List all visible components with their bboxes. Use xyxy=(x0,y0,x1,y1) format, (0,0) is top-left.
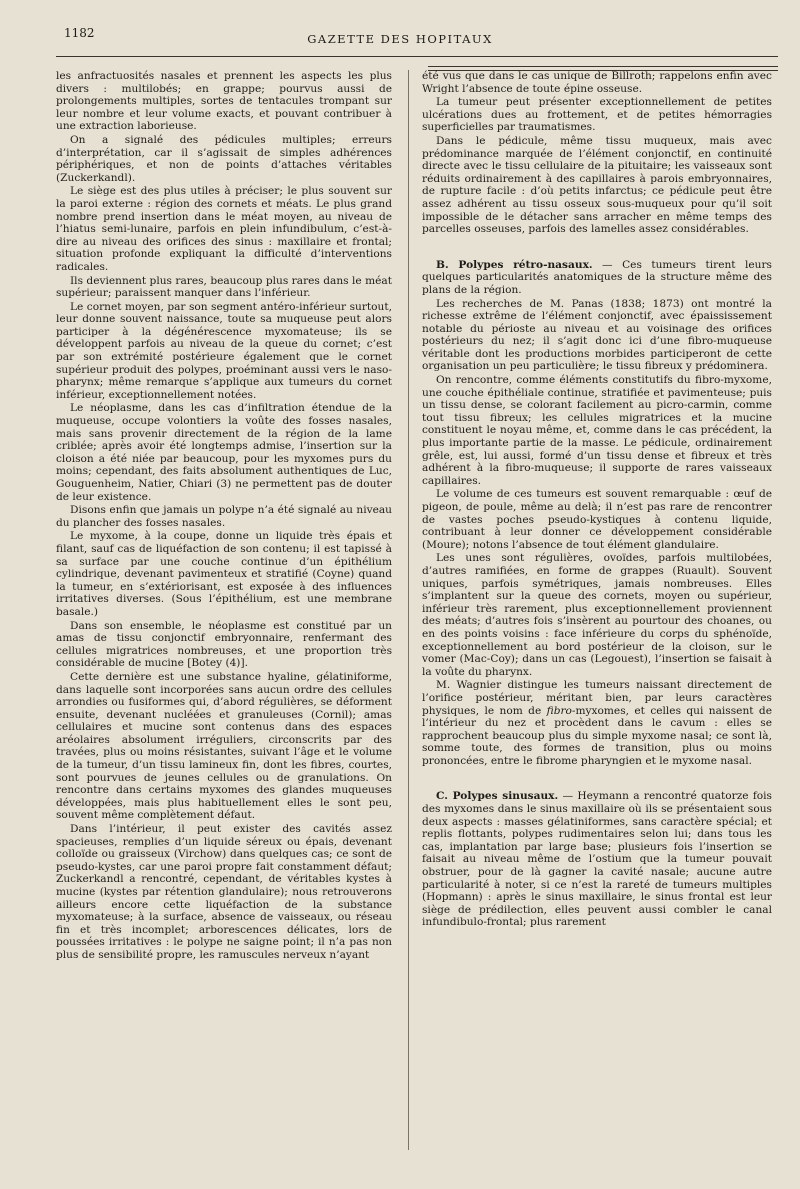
paragraph: Le cornet moyen, par son segment antéro-inférieur surtout, leur donne souvent naissance, toute sa muqueuse peut alors participer à la dégénérescence myxomateuse; ils se développent parfois au niveau de la queue du cornet; c’est par son extrémité postérieure également que le cornet supérieur produit des polypes, proéminant aussi vers le naso-pharynx; même remarque s’applique aux tumeurs du cornet inférieur, exceptionnellement notées. xyxy=(56,300,392,401)
paragraph: Le myxome, à la coupe, donne un liquide très épais et filant, sauf cas de liquéfaction de son contenu; il est tapissé à sa surface par une couche continue d’un épithélium cylindrique, devenant pavimenteux et stratifié (Coyne) quand la tumeur, en s’extériorisant, est exposée à des influences irritatives diverses. (Sous l’épithélium, est une membrane basale.) xyxy=(56,530,392,618)
paragraph: Les unes sont régulières, ovoïdes, parfois multilobées, d’autres ramifiées, en forme de grappes (Ruault). Souvent uniques, parfois symétriques, jamais nombreuses. Elles s’implantent sur la queue des cornets, moyen ou supérieur, inférieur très rarement, plus exceptionnellement proviennent des méats; d’autres fois s’insèrent au pourtour des choanes, ou en des points voisins : face inférieure du corps du sphénoïde, exceptionnellement au bord postérieur de la cloison, sur le vomer (Mac-Coy); dans un cas (Legouest), l’insertion se faisait à la voûte du pharynx. xyxy=(422,552,772,678)
section-gap xyxy=(422,768,772,790)
paragraph: On a signalé des pédicules multiples; erreurs d’interprétation, car il s’agissait de simples adhérences périphériques, et non de points d’attaches véritables (Zuckerkandl). xyxy=(56,133,392,184)
paragraph: Dans l’intérieur, il peut exister des cavités assez spacieuses, remplies d’un liquide séreux ou épais, devenant colloïde ou graisseux (Virchow) dans quelques cas; ce sont de pseudo-kystes, car une paroi propre fait constamment défaut; Zuckerkandl a rencontré, cependant, de véritables kystes à mucine (kystes par rétention glandulaire); nous retrouverons ailleurs encore cette liquéfaction de la substance myxomateuse; à la surface, absence de vaisseaux, ou réseau fin et très incomplet; arborescences délicates, lors de poussées irritatives : le polype ne saigne point; il n’a pas non plus de sensibilité propre, les ramuscules nerveux n’ayant xyxy=(56,823,392,961)
page-number: 1182 xyxy=(64,26,95,40)
wagnier-paragraph xyxy=(422,679,772,767)
section-b-intro: — Ces tumeurs tirent leurs quelques particularités anatomiques de la structure même des plans de la région. xyxy=(422,258,772,296)
paragraph: Disons enfin que jamais un polype n’a été signalé au niveau du plancher des fosses nasales. xyxy=(56,504,392,529)
wagnier-italic-term: fibro xyxy=(546,704,572,717)
section-c-heading: C. Polypes sinusaux. xyxy=(436,790,559,803)
paragraph: Dans son ensemble, le néoplasme est constitué par un amas de tissu conjonctif embryonnaire, renfermant des cellules migratrices nombreuses, et une proportion très considérable de mucine [Botey (4)]. xyxy=(56,619,392,670)
wagnier-text-start: M. Wagnier distingue les tumeurs naissant directement de l’orifice postérieur, méritant bien, par leurs caractères physiques, le nom de xyxy=(422,679,772,717)
paragraph: Cette dernière est une substance hyaline, gélatiniforme, dans laquelle sont incorporées sans aucun ordre des cellules arrondies ou fusiformes qui, d’abord régulières, se déforment ensuite, devenant nucléées et granuleuses (Cornil); amas cellulaires et mucine sont contenus dans des espaces aréolaires absolument irréguliers, circonscrits par des travées, plus ou moins résistantes, suivant l’âge et le volume de la tumeur, d’un tissu lamineux fin, dont les fibres, courtes, sont pourvues de jeunes cellules ou de granulations. On rencontre dans certains myxomes des glandes muqueuses développées, mais plus habituellement elles le sont peu, souvent même complètement défaut. xyxy=(56,670,392,822)
paragraph: Les recherches de M. Panas (1838; 1873) ont montré la richesse extrême de l’élément conjonctif, avec épaississement notable du périoste au niveau et au voisinage des orifices postérieurs du nez; il s’agit donc ici d’une fibro-muqueuse véritable dont les productions morbides participeront de cette organisation un peu particulière; le tissu fibreux y prédominera. xyxy=(422,297,772,373)
page-header xyxy=(0,22,800,62)
paragraph: Le néoplasme, dans les cas d’infiltration étendue de la muqueuse, occupe volontiers la voûte des fosses nasales, mais sans provenir directement de la région de la lame criblée; après avoir été longtemps admise, l’insertion sur la cloison a été niée par beaucoup, pour les myxomes purs du moins; cependant, des faits absolument authentiques de Luc, Gouguenheim, Natier, Chiari (3) ne permettent pas de douter de leur existence. xyxy=(56,402,392,503)
paragraph: Le volume de ces tumeurs est souvent remarquable : œuf de pigeon, de poule, même au delà; il n’est pas rare de rencontrer de vastes poches pseudo-kystiques à contenu liquide, contribuant à leur donner ce développement considérable (Moure); notons l’absence de tout élément glandulaire. xyxy=(422,488,772,551)
column-divider xyxy=(408,70,409,1150)
paragraph: Dans le pédicule, même tissu muqueux, mais avec prédominance marquée de l’élément conjonctif, en continuité directe avec le tissu cellulaire de la pituitaire; les vaisseaux sont réduits ordinairement à des capillaires à parois embryonnaires, de rupture facile : d’où petits infarctus; ce pédicule peut être assez adhérent au tissu osseux sous-muqueux pour qu’il soit impossible de le détacher sans arracher en même temps des parcelles osseuses, parfois des lamelles assez considérables. xyxy=(422,134,772,236)
paragraph: La tumeur peut présenter exceptionnellement de petites ulcérations dues au frottement, et de petites hémorragies superficielles par traumatismes. xyxy=(422,96,772,134)
left-column xyxy=(56,70,392,963)
paragraph: été vus que dans le cas unique de Billroth; rappelons enfin avec Wright l’absence de toute épine osseuse. xyxy=(422,70,772,95)
section-b-heading: B. Polypes rétro-nasaux. xyxy=(436,258,593,271)
paragraph: les anfractuosités nasales et prennent les aspects les plus divers : multilobés; en grappe; pourvus aussi de prolongements multiples, sortes de tentacules trompant sur leur nombre et leur volume exacts, et pouvant contribuer à une extraction laborieuse. xyxy=(56,70,392,133)
paragraph: On rencontre, comme éléments constitutifs du fibro-myxome, une couche épithéliale continue, stratifiée et pavimenteuse; puis un tissu dense, se colorant facilement au picro-carmin, comme tout tissu fibreux; les cellules migratrices et la mucine constituent le noyau même, et, comme dans le cas précédent, la plus importante partie de la masse. Le pédicule, ordinairement grêle, est, lui aussi, formé d’un tissu dense et fibreux et très adhérent à la fibro-muqueuse; il supporte de rares vaisseaux capillaires. xyxy=(422,374,772,487)
paragraph: Ils deviennent plus rares, beaucoup plus rares dans le méat supérieur; paraissent manquer dans l’inférieur. xyxy=(56,274,392,300)
section-c-text: — Heymann a rencontré quatorze fois des myxomes dans le sinus maxillaire où ils se présentaient sous deux aspects : masses gélatiniformes, sans caractère spécial; et replis flottants, polypes rudimentaires selon lui; dans tous les cas, implantation par large base; plusieurs fois l’insertion se faisait au niveau même de l’ostium que la tumeur pouvait obstruer, pour de là gagner la cavité nasale; aucune autre particularité à noter, si ce n’est la rareté de tumeurs multiples (Hopmann) : après le sinus maxillaire, le sinus frontal est leur siège de prédilection, elles peuvent aussi combler le canal infundibulo-frontal; plus rarement xyxy=(422,790,772,929)
header-rule xyxy=(56,56,778,57)
wagnier-text-end: -myxomes, et celles qui naissent de l’intérieur du nez et procèdent dans le cavum : elles se rapprochent beaucoup plus du simple myxome nasal; ce sont là, somme toute, des formes de transition, plus ou moins prononcées, entre le fibrome pharyngien et le myxome nasal. xyxy=(422,704,772,767)
paragraph: Le siège est des plus utiles à préciser; le plus souvent sur la paroi externe : région des cornets et méats. Le plus grand nombre prend insertion dans le méat moyen, au niveau de l’hiatus semi-lunaire, parfois en plein infundibulum, c’est-à-dire au niveau des orifices des sinus : maxillaire et frontal; situation profonde expliquant la difficulté d’interventions radicales. xyxy=(56,185,392,273)
right-column xyxy=(422,70,772,930)
section-b-paragraph xyxy=(422,259,772,297)
section-gap xyxy=(422,237,772,259)
journal-title: GAZETTE DES HOPITAUX xyxy=(307,32,493,46)
section-c-paragraph xyxy=(422,790,772,929)
